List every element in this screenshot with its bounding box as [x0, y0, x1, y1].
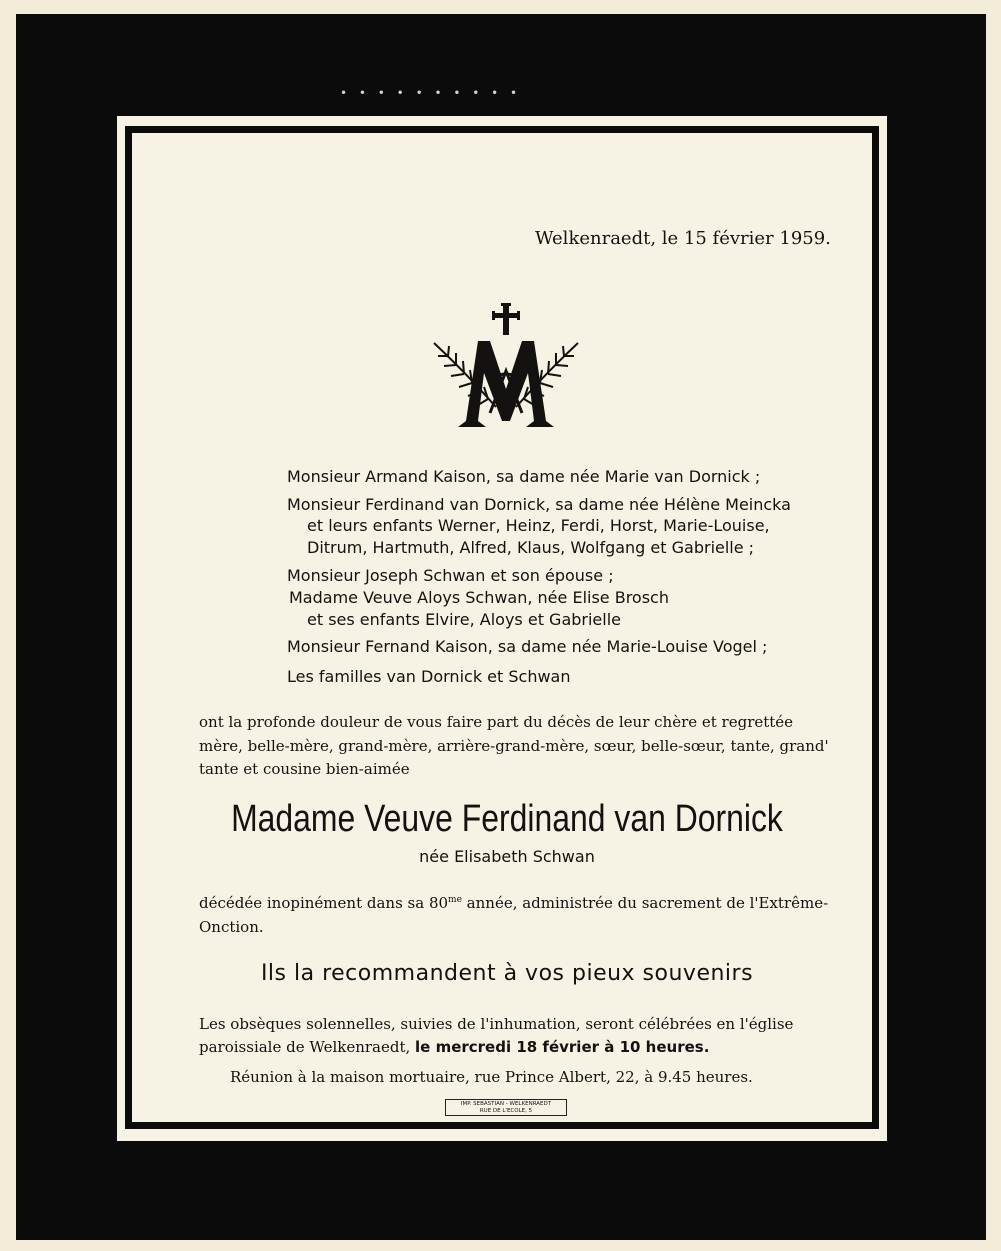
announcement-line: ont la profonde douleur de vous faire part du décès de leur chère et regrettée — [199, 713, 794, 731]
printer-address: RUE DE L'ECOLE, 5 — [479, 1108, 533, 1114]
family-line: et leurs enfants Werner, Heinz, Ferdi, Horst, Marie-Louise, — [307, 516, 770, 535]
family-line: Ditrum, Hartmuth, Alfred, Klaus, Wolfgang et Gabrielle ; — [307, 538, 755, 557]
marian-monogram-cross-palms-icon — [430, 303, 582, 433]
death-notice-line: Onction. — [199, 918, 264, 936]
place-and-date: Welkenraedt, le 15 février 1959. — [535, 228, 831, 249]
family-line: Les familles van Dornick et Schwan — [287, 667, 571, 686]
family-line: Monsieur Ferdinand van Dornick, sa dame née Hélène Meincka — [287, 495, 791, 514]
announcement-line: tante et cousine bien-aimée — [199, 760, 410, 778]
recommendation-heading: Ils la recommandent à vos pieux souvenirs — [260, 961, 754, 986]
family-line: Monsieur Fernand Kaison, sa dame née Marie-Louise Vogel ; — [287, 637, 768, 656]
deceased-name: Madame Veuve Ferdinand van Dornick — [231, 798, 783, 840]
family-line: Madame Veuve Aloys Schwan, née Elise Brosch — [289, 588, 669, 607]
deceased-birth-name: née Elisabeth Schwan — [419, 847, 595, 866]
funeral-line: paroissiale de Welkenraedt, le mercredi 18 février à 10 heures. — [199, 1038, 710, 1056]
printer-stamp — [445, 1099, 567, 1116]
gathering-line: Réunion à la maison mortuaire, rue Prince Albert, 22, à 9.45 heures. — [230, 1068, 753, 1086]
death-notice-line: décédée inopinément dans sa $80^{me}$ année, administrée du sacrement de l'Extrême- — [199, 894, 829, 912]
printer-name: IMP. SEBASTIAN - WELKENRAEDT — [460, 1101, 552, 1107]
family-line: et ses enfants Elvire, Aloys et Gabrielle — [307, 610, 622, 629]
pinhole-marks: • • • • • • • • • • — [340, 86, 522, 100]
announcement-line: mère, belle-mère, grand-mère, arrière-grand-mère, sœur, belle-sœur, tante, grand' — [199, 737, 829, 755]
family-line: Monsieur Joseph Schwan et son épouse ; — [287, 566, 614, 585]
family-line: Monsieur Armand Kaison, sa dame née Marie van Dornick ; — [287, 467, 761, 486]
funeral-line: Les obsèques solennelles, suivies de l'inhumation, seront célébrées en l'église — [199, 1015, 794, 1033]
